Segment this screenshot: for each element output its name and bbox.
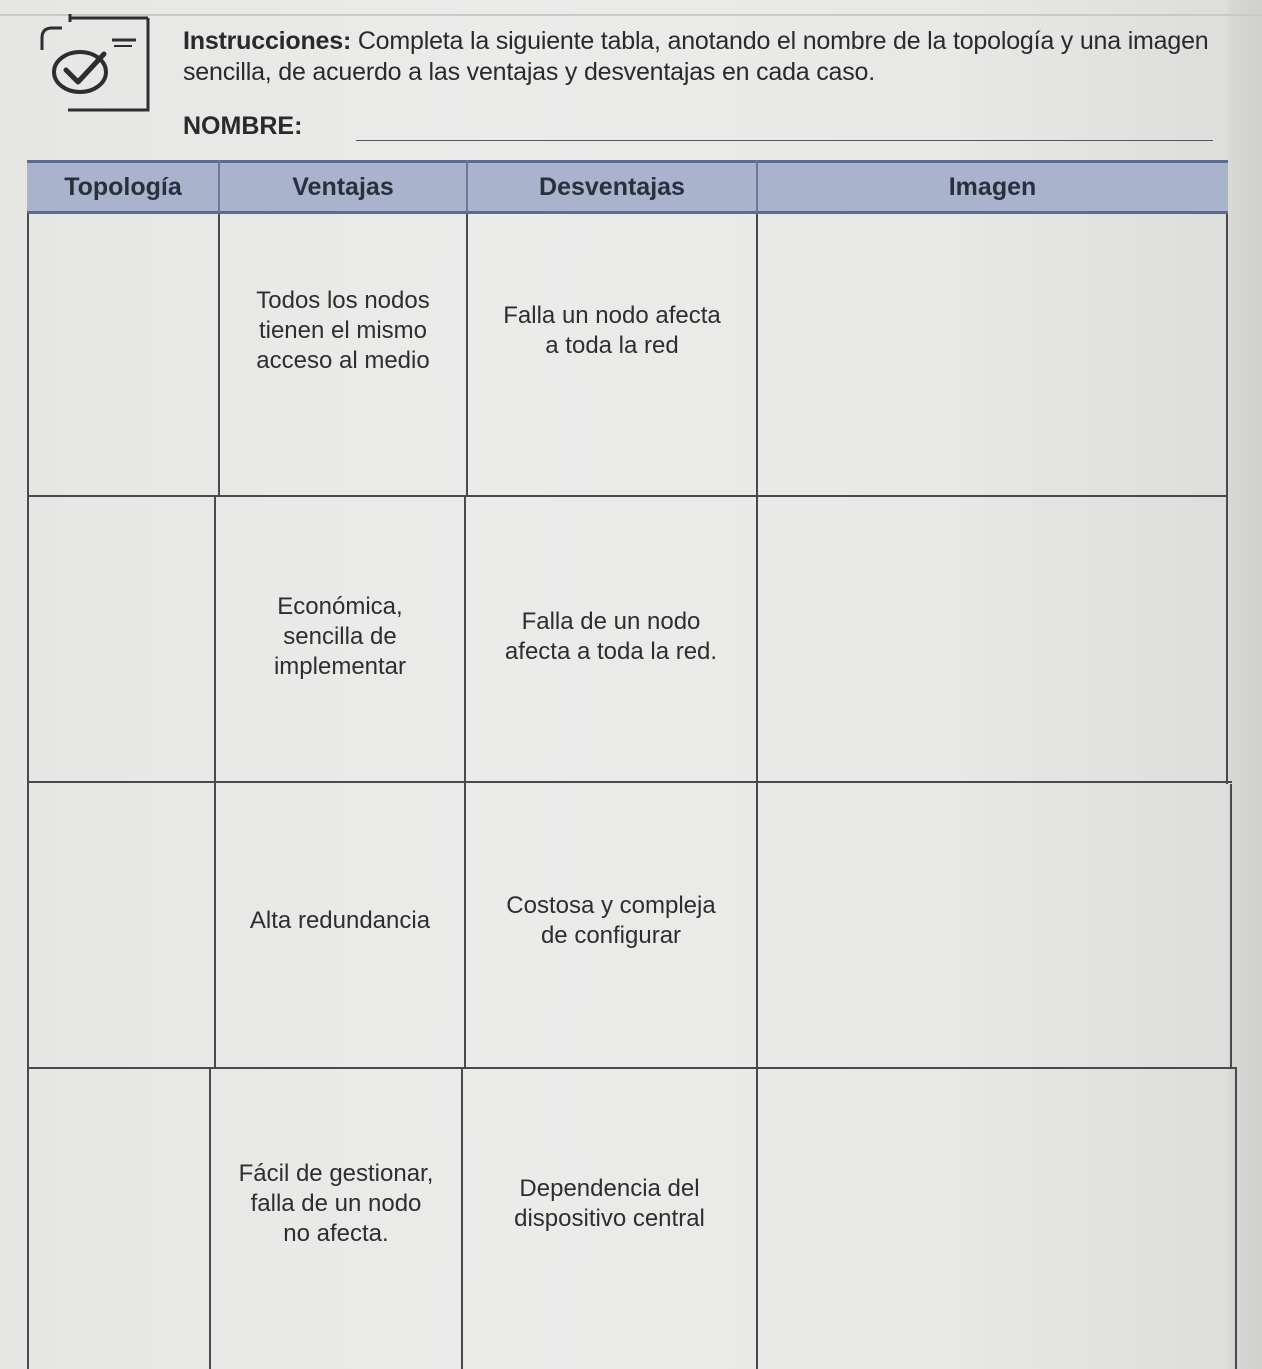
table-cell-ventajas: Alta redundancia [249,906,431,934]
table-cell-ventajas: Económica, sencilla de implementar [273,593,407,680]
table-cell-topologia[interactable] [29,1069,209,1369]
table-cell-topologia[interactable] [29,783,214,1067]
table-cell-topologia[interactable] [29,216,218,495]
column-header-topologia: Topología [64,172,182,201]
column-header-ventajas: Ventajas [292,172,394,201]
header-divider [756,160,758,214]
column-header-imagen: Imagen [948,172,1037,201]
name-blank-line [356,140,1213,141]
table-cell-imagen[interactable] [758,497,1228,781]
table-cell-desventajas: Falla un nodo afecta a toda la red [503,302,721,359]
header-divider [218,160,220,214]
table-cell-desventajas: Costosa y compleja de configurar [506,891,716,949]
header-divider [466,160,468,214]
table-cell-imagen[interactable] [758,216,1226,495]
table-cell-imagen[interactable] [758,1069,1235,1369]
name-row [183,112,1213,146]
grid-line [1230,784,1232,1069]
name-value[interactable] [363,112,1203,140]
table-cell-ventajas: Fácil de gestionar, falla de un nodo no afecta. [238,1160,434,1247]
grid-line [1235,1069,1237,1369]
top-rule [0,14,1262,16]
table-cell-desventajas: Dependencia del dispositivo central [514,1175,705,1232]
name-label: NOMBRE: [183,112,303,140]
instructions-label: Instrucciones: [183,27,352,55]
topology-table [27,160,1228,1369]
instructions [183,26,1223,88]
table-cell-desventajas: Falla de un nodo afecta a toda la red. [504,608,718,665]
table-cell-imagen[interactable] [758,783,1230,1067]
instructions-text: Completa la siguiente tabla, anotando el nombre de la topología y una imagen sencilla, de acuerdo a las ventajas y desventajas en cada caso. [183,27,1209,86]
column-header-desventajas: Desventajas [539,172,685,201]
checklist-icon [40,10,170,120]
table-header [27,160,1228,214]
table-cell-topologia[interactable] [29,497,214,781]
table-cell-ventajas: Todos los nodos tienen el mismo acceso al medio [256,287,430,374]
